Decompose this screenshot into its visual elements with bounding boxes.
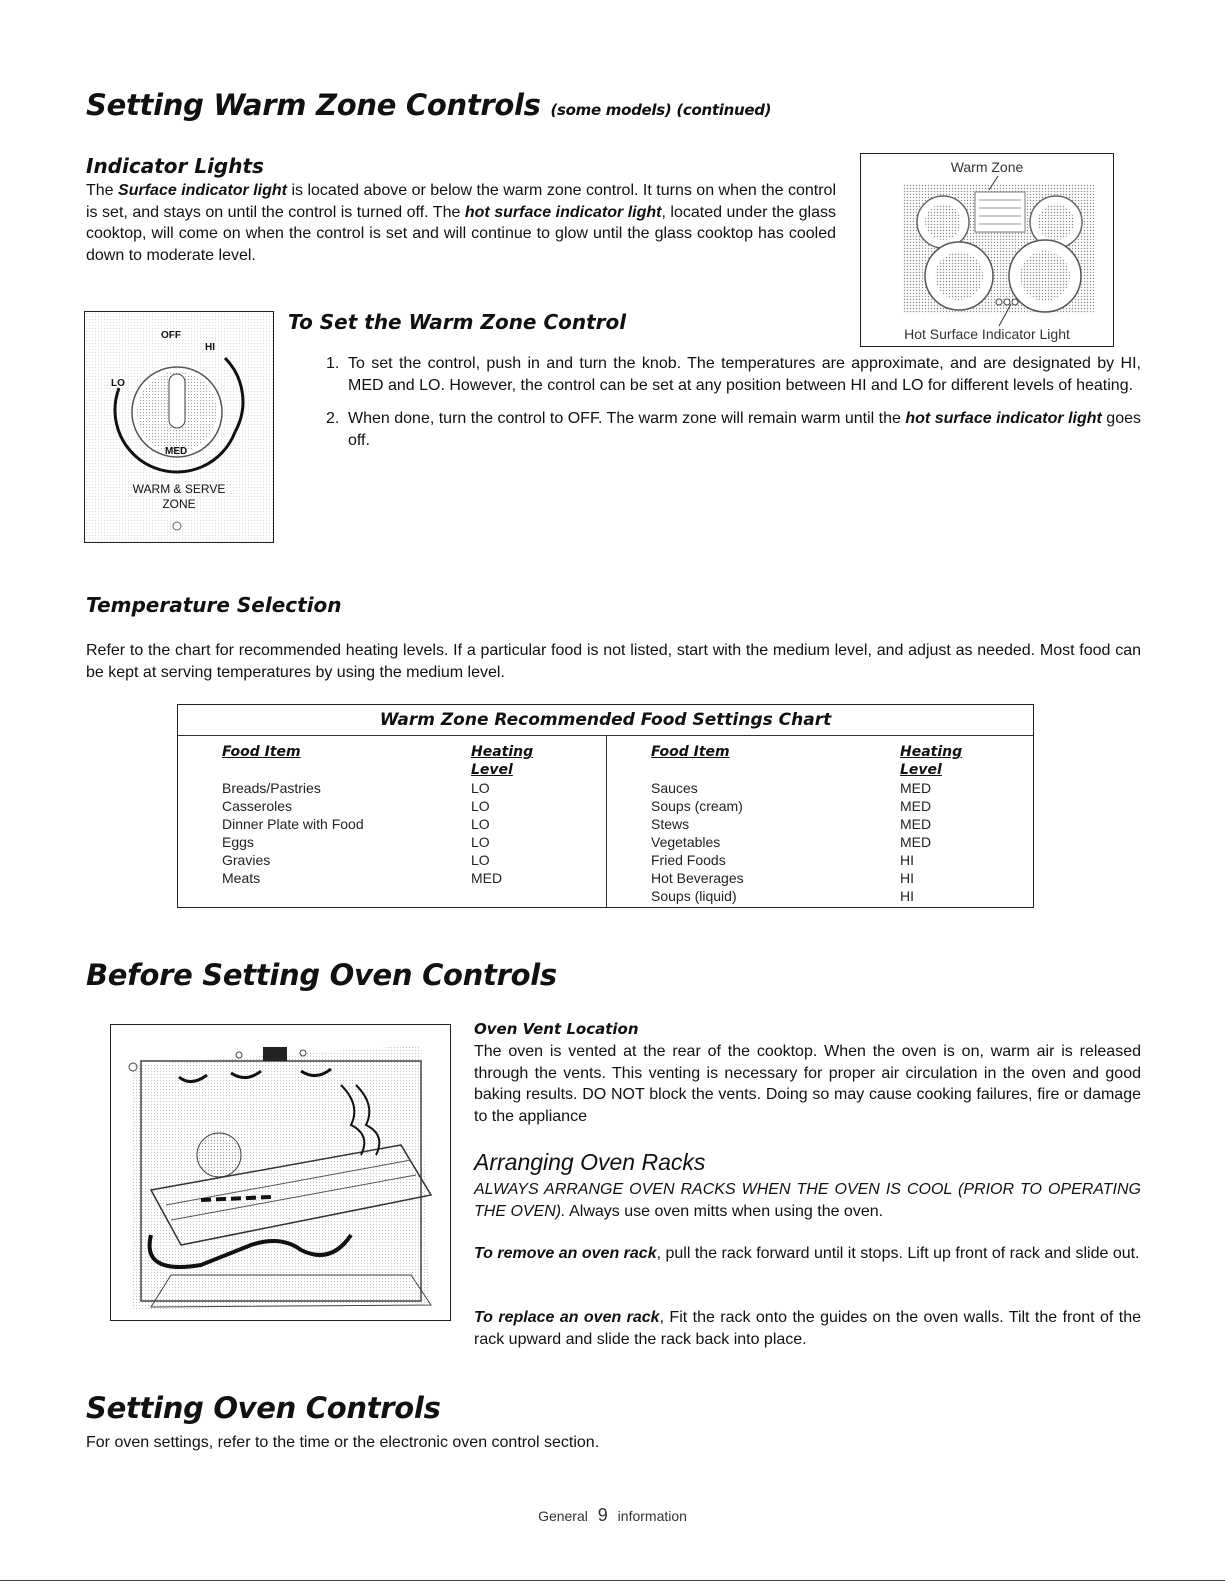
table-row <box>607 797 1033 815</box>
food-item-cell: Stews <box>651 816 690 832</box>
footer-left: General <box>538 1508 588 1524</box>
heating-level-cell: HI <box>900 888 914 904</box>
before-oven-title: Before Setting Oven Controls <box>86 958 557 992</box>
hot-surface-light-label: Hot Surface Indicator Light <box>904 326 1070 342</box>
heating-level-cell: LO <box>471 834 490 850</box>
section-title: Setting Warm Zone Controls <box>86 88 541 122</box>
col-heating-level: Heating Level <box>900 744 963 778</box>
replace-rack-text: To replace an oven rack, Fit the rack onto the guides on the oven walls. Tilt the front of the rack upward and slide the rack back into place. <box>474 1309 1141 1348</box>
oven-illustration <box>111 1025 450 1320</box>
bottom-rule <box>0 1580 1225 1581</box>
heating-level-cell: MED <box>900 798 932 814</box>
chart-right-table <box>607 743 1033 905</box>
setting-oven-title: Setting Oven Controls <box>86 1391 441 1425</box>
table-row <box>607 833 1033 851</box>
heating-level-cell: LO <box>471 816 490 832</box>
oven-rack-figure <box>110 1024 451 1321</box>
table-row <box>178 833 606 851</box>
page-footer <box>0 1505 1225 1526</box>
hot-surface-indicator-term: hot surface indicator light <box>464 203 662 221</box>
knob-lo-label: LO <box>111 378 125 389</box>
food-item-cell: Vegetables <box>651 834 721 850</box>
vent-text: The oven is vented at the rear of the cooktop. When the oven is on, warm air is released through the vents. This venting is necessary for proper air circulation in the oven and good baking results. DO NOT block the vents. Doing so may cause cooking failures, fire or damage to the appliance <box>474 1043 1141 1125</box>
title-suffix: (some models) (continued) <box>550 101 772 119</box>
heating-level-cell: MED <box>900 834 932 850</box>
table-row <box>178 869 606 887</box>
heating-level-cell: LO <box>471 780 490 796</box>
table-row <box>607 887 1033 905</box>
racks-caution: ALWAYS ARRANGE OVEN RACKS WHEN THE OVEN IS COOL (PRIOR TO OPERATING THE OVEN). Always use oven mitts when using the oven. <box>474 1181 1141 1220</box>
table-row <box>178 851 606 869</box>
food-settings-chart <box>177 704 1034 908</box>
food-item-cell: Eggs <box>222 834 254 850</box>
col-food-item: Food Item <box>222 744 301 760</box>
food-item-cell: Soups (cream) <box>651 798 743 814</box>
temperature-heading: Temperature Selection <box>86 593 342 617</box>
table-row <box>178 815 606 833</box>
food-item-cell: Hot Beverages <box>651 870 744 886</box>
indicator-lights-text: The Surface indicator light is located above or below the warm zone control. It turns on when the control is set, and stays on until the control is turned off. The hot surface indicator light, located under the glass cooktop, will come on when the control is set and will continue to glow until the glass cooktop has cooled down to moderate level. <box>86 182 837 264</box>
racks-heading: Arranging Oven Racks <box>474 1149 706 1175</box>
food-item-cell: Soups (liquid) <box>651 888 737 904</box>
col-heating-level: Heating Level <box>471 744 534 778</box>
warm-zone-knob-figure <box>84 311 274 543</box>
heating-level-cell: HI <box>900 852 914 868</box>
food-item-cell: Gravies <box>222 852 271 868</box>
warm-zone-label: Warm Zone <box>950 159 1024 175</box>
heating-level-cell: MED <box>471 870 503 886</box>
food-item-cell: Breads/Pastries <box>222 780 321 796</box>
food-item-cell: Fried Foods <box>651 852 726 868</box>
cooktop-figure <box>860 153 1114 347</box>
table-row <box>607 815 1033 833</box>
table-row <box>178 797 606 815</box>
surface-indicator-term: Surface indicator light <box>118 182 287 199</box>
table-row <box>607 851 1033 869</box>
chart-title: Warm Zone Recommended Food Settings Chart <box>178 705 1033 736</box>
page-number: 9 <box>597 1505 608 1525</box>
knob-hi-label: HI <box>205 342 215 353</box>
step-2: 2. When done, turn the control to OFF. The warm zone will remain warm until the hot surface indicator light goes off. <box>326 410 1142 449</box>
food-item-cell: Meats <box>222 870 261 886</box>
vent-heading: Oven Vent Location <box>474 1020 639 1038</box>
temperature-text: Refer to the chart for recommended heating levels. If a particular food is not listed, start with the medium level, and adjust as needed. Most food can be kept at serving temperatures by using the medium level. <box>86 642 1141 681</box>
setting-oven-text: For oven settings, refer to the time or the electronic oven control section. <box>86 1434 600 1451</box>
food-item-cell: Dinner Plate with Food <box>222 816 364 832</box>
set-control-steps <box>326 353 1141 463</box>
page-title <box>86 88 771 122</box>
knob-med-label: MED <box>165 446 188 457</box>
table-row <box>178 779 606 797</box>
table-row <box>607 869 1033 887</box>
heating-level-cell: MED <box>900 780 932 796</box>
set-control-heading: To Set the Warm Zone Control <box>288 310 627 334</box>
heating-level-cell: LO <box>471 852 490 868</box>
table-row <box>607 779 1033 797</box>
indicator-lights-heading: Indicator Lights <box>86 154 264 178</box>
chart-left-table <box>178 743 606 887</box>
remove-rack-text: To remove an oven rack, pull the rack forward until it stops. Lift up front of rack and slide out. <box>474 1245 1140 1262</box>
knob-off-label: OFF <box>161 330 181 341</box>
heating-level-cell: LO <box>471 798 490 814</box>
footer-right: information <box>617 1508 687 1524</box>
step-1: 1. To set the control, push in and turn the knob. The temperatures are approximate, and are designated by HI, MED and LO. However, the control can be set at any position between HI and LO for different levels of heating. <box>326 355 1141 394</box>
heating-level-cell: MED <box>900 816 932 832</box>
heating-level-cell: HI <box>900 870 914 886</box>
col-food-item: Food Item <box>651 744 730 760</box>
food-item-cell: Sauces <box>651 780 698 796</box>
cooktop-illustration <box>861 154 1113 346</box>
knob-line2: ZONE <box>162 497 196 511</box>
food-item-cell: Casseroles <box>222 798 293 814</box>
knob-line1: WARM & SERVE <box>132 482 226 496</box>
